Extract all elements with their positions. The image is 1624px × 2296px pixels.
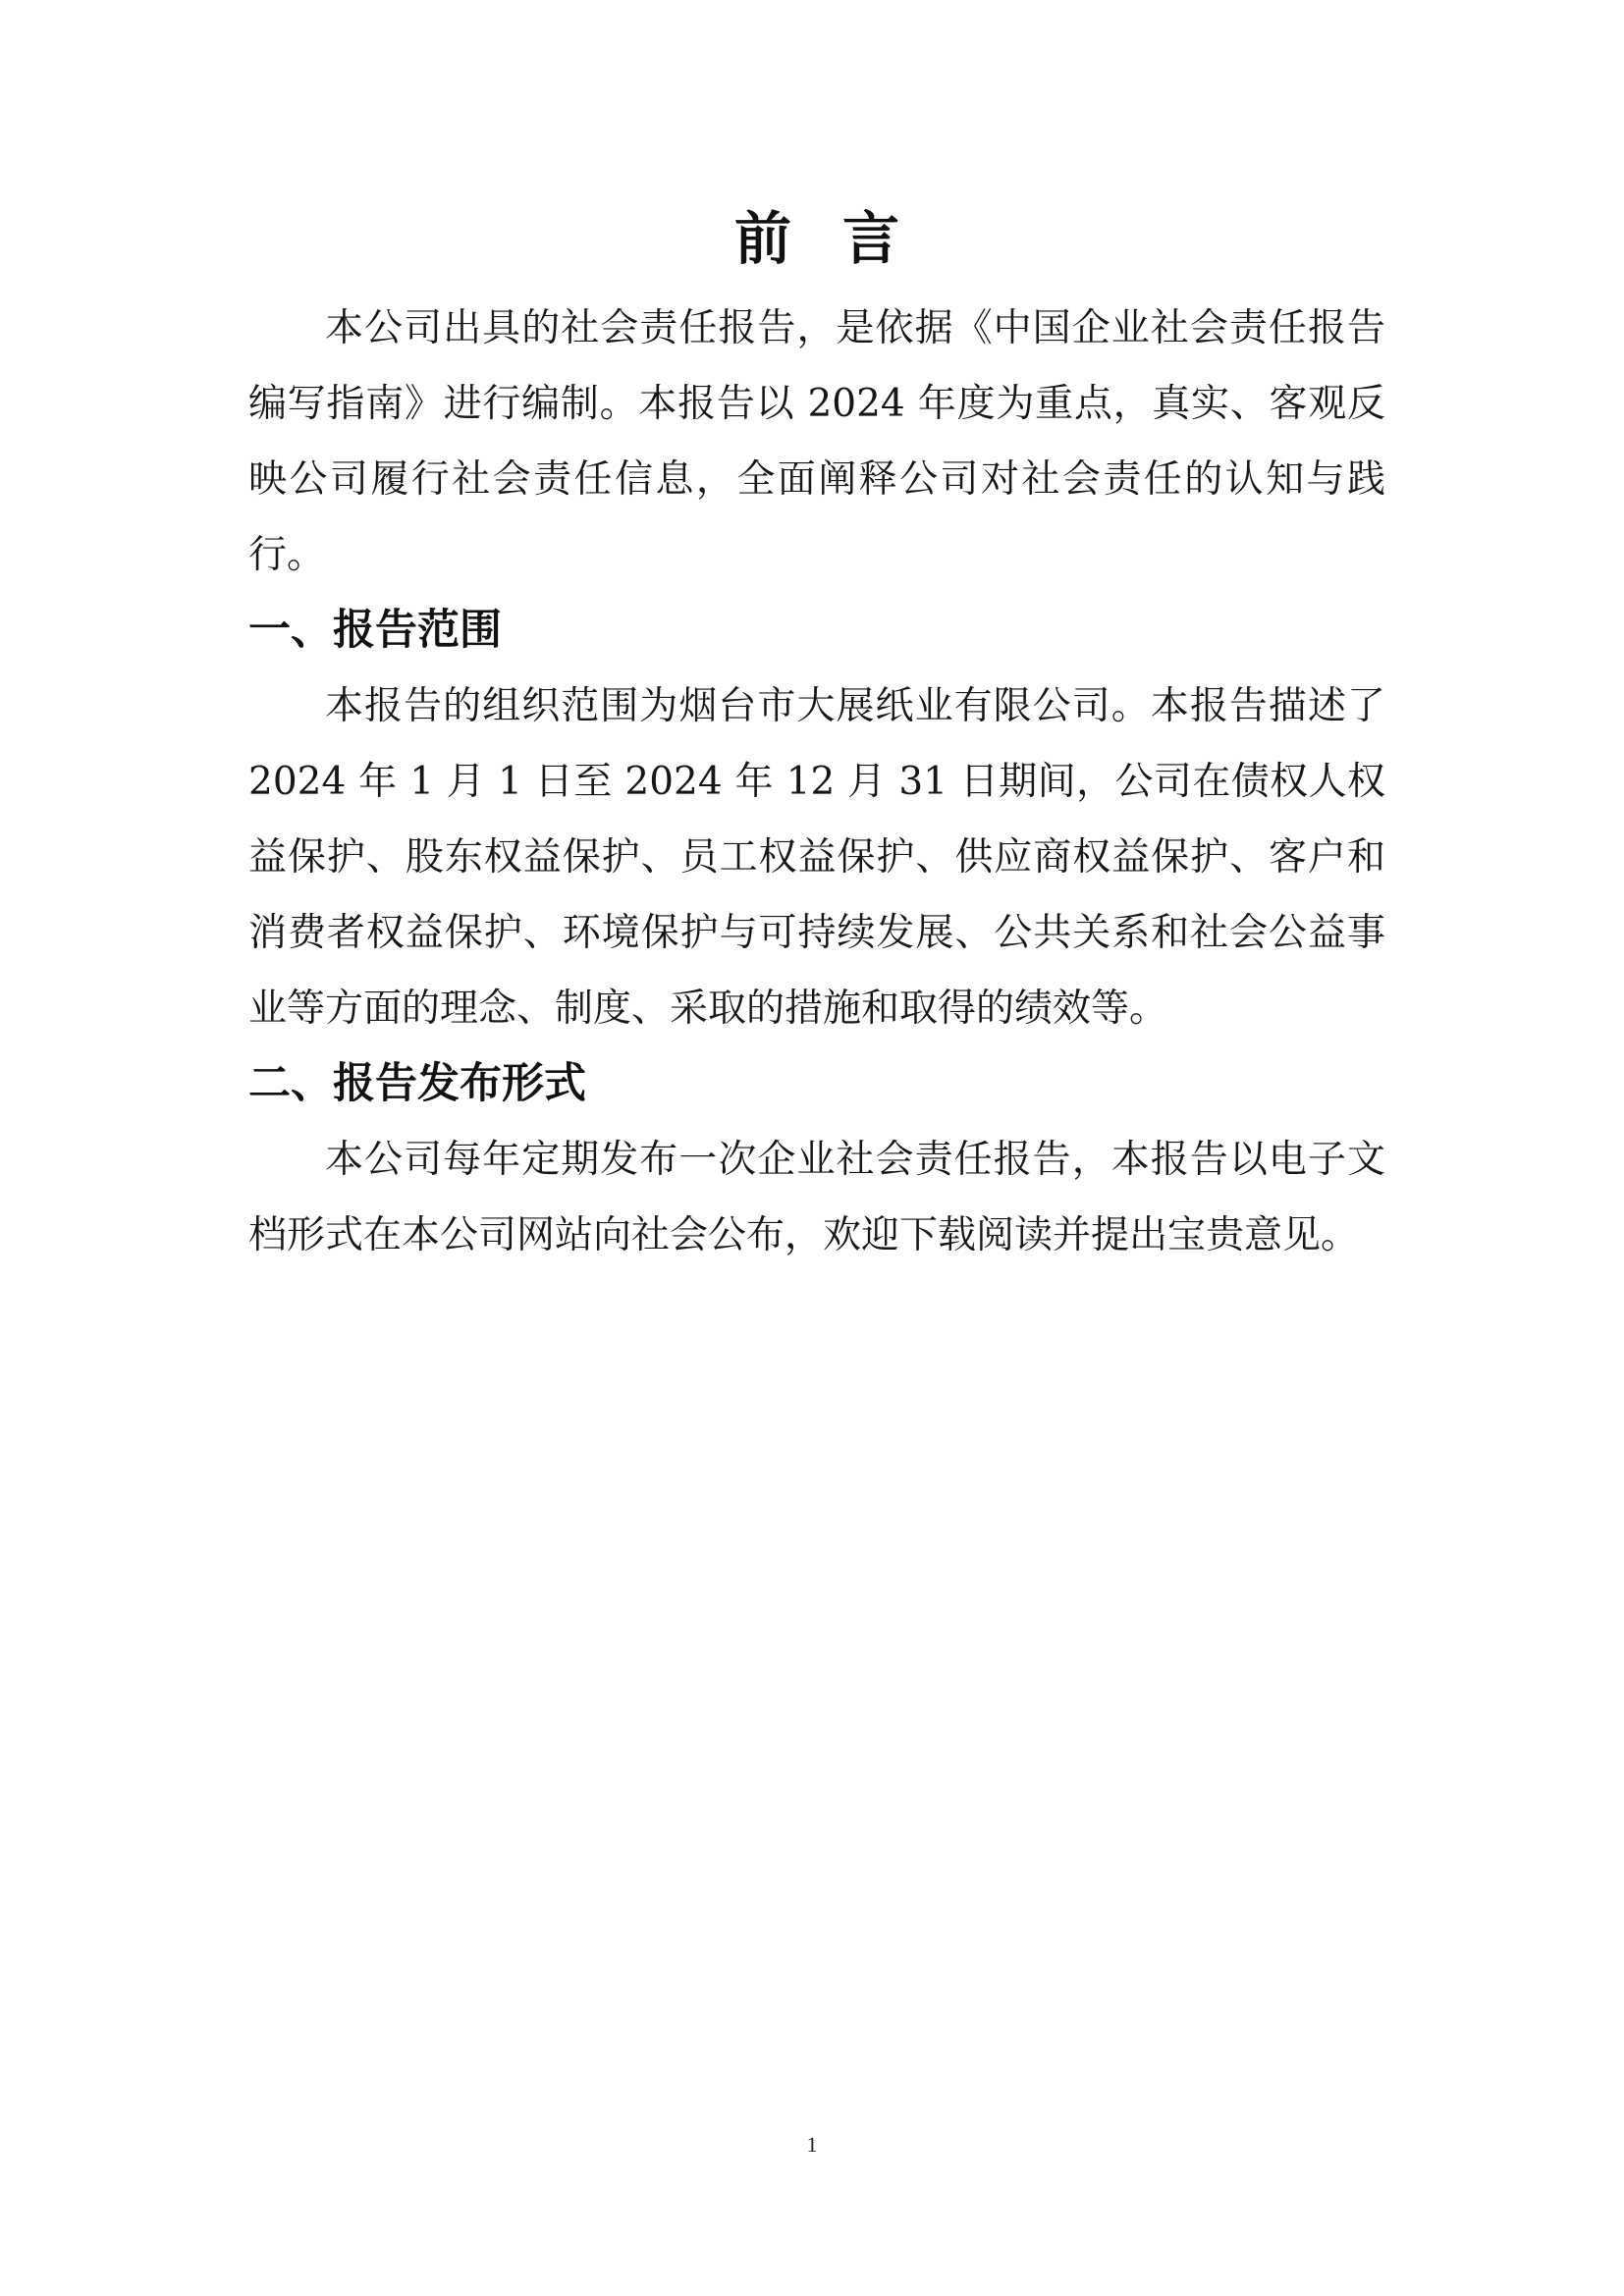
section-heading-publication-form: 二、报告发布形式 [248, 1059, 586, 1108]
section-body-report-scope: 本报告的组织范围为烟台市大展纸业有限公司。本报告描述了 2024 年 1 月 1 日至 2024 年 12 月 31 日期间，公司在债权人权益保护、股东权益保护、员工权益保护、供应商权益保护、客户和消费者权益保护、环境保护与可持续发展、公共关系和社会公益事业等方面的理念、制度、采取的措施和取得的绩效等。 [248, 684, 1385, 1031]
page-content [248, 194, 1385, 1273]
section-body-publication-form: 本公司每年定期发布一次企业社会责任报告，本报告以电子文档形式在本公司网站向社会公布，欢迎下载阅读并提出宝贵意见。 [248, 1138, 1385, 1257]
section-heading-report-scope: 一、报告范围 [248, 606, 502, 655]
page-title: 前言 [733, 205, 950, 272]
title-spacer [248, 283, 1385, 291]
intro-paragraph: 本公司出具的社会责任报告，是依据《中国企业社会责任报告编写指南》进行编制。本报告以 2024 年度为重点，真实、客观反映公司履行社会责任信息，全面阐释公司对社会责任的认知与践行。 [248, 306, 1385, 577]
page-number: 1 [806, 2132, 818, 2157]
